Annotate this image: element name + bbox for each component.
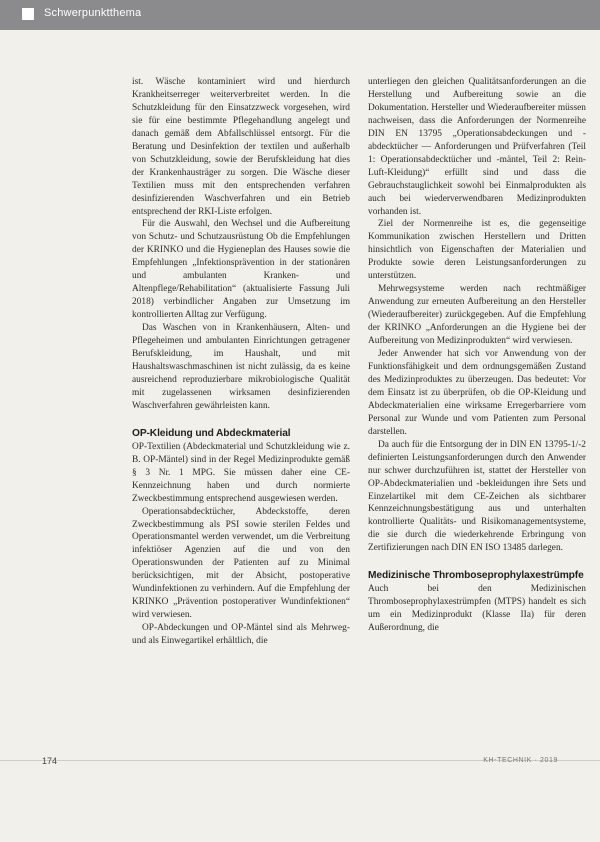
section-heading: OP-Kleidung und Abdeckmaterial [132, 427, 291, 439]
paragraph: OP-Abdeckungen und OP-Mäntel sind als Mehrweg- und als Einwegartikel erhältlich, die [132, 623, 350, 647]
left-column [132, 76, 350, 648]
paragraph: Ziel der Normenreihe ist es, die gegenseitige Kommunikation zwischen Herstellern und Dritten hinsichtlich von Eigenschaften der Materialien und Produkte sowie deren Leistungsanforderungen zu unterstützen. [368, 219, 586, 282]
paragraph: Das Waschen von in Krankenhäusern, Alten- und Pflegeheimen und ambulanten Einrichtungen getragener Berufskleidung, im Haushalt, und mit Haushaltswaschmaschinen ist nicht zulässig, da es keine ausreichend reproduzierbare mikrobiologische Qualität mit zugelassenen wirksamen desinfizierenden Waschverfahren gewährleisten kann. [132, 323, 350, 411]
paragraph: Mehrwegsysteme werden nach rechtmäßiger Anwendung zur erneuten Aufbereitung an den Hersteller (Wiederaufbereiter) zurückgegeben. Auf die Empfehlung der KRINKO „Anforderungen an die Hygiene bei der Aufbereitung von Medizinprodukten“ wird verwiesen. [368, 284, 586, 347]
paragraph: ist. Wäsche kontaminiert wird und hierdurch Krankheitserreger weiterverbreitet werden. In die Schutzkleidung für den Einsatzzweck vorgesehen, wird sie für eine bestimmte Pflegehandlung angelegt und danach gemäß dem Abfallschlüssel entsorgt. Für die Beratung und Desinfektion der textilen und außerhalb von Schutzkleidung, sowie der Berufskleidung hat dies der Krankenhausträger zu sorgen. Die Wäsche dieser Textilien muss mit den entsprechenden verfahren desinfizierenden Waschverfahren und ein Betrieb entsprechend der RKI-Liste erfolgen. [132, 77, 350, 217]
page-number: 174 [42, 756, 58, 766]
paragraph: Jeder Anwender hat sich vor Anwendung von der Funktionsfähigkeit und dem ordnungsgemäßen Zustand des Medizinproduktes zu überzeugen. Das bedeutet: Vor dem Einsatz ist zu überprüfen, ob die OP-Kleidung und Abdeckmaterialien eine wirksame Erregerbarriere vom Personal zur Wunde und vom Patienten zum Personal darstellen. [368, 349, 586, 437]
header-bar [0, 0, 600, 30]
paragraph: Für die Auswahl, den Wechsel und die Aufbereitung von Schutz- und Schutzausrüstung Ob die Empfehlungen der KRINKO und die Hygieneplan des Hauses sowie die Empfehlungen „Infektionsprävention in der stationären und ambulanten Kranken- und Altenpflege/Rehabilitation“ (aktualisierte Fassung Juli 2018) verbindlicher Angaben zur Umsetzung im kontrollierten Alltag zur Verfügung. [132, 219, 350, 321]
journal-footer: KH-TECHNIK · 2019 [483, 757, 558, 764]
paragraph: unterliegen den gleichen Qualitätsanforderungen an die Herstellung und Aufbereitung sowie an die Dokumentation. Hersteller und Wiederaufbereiter müssen nachweisen, dass die Anforderungen der Normenreihe DIN EN 13795 „Operationsabdeckungen und -abdecktücher — Anforderungen und Prüfverfahren (Teil 1: Operationsabdecktücher und -mäntel, Teil 2: Rein-Luft-Kleidung)“ erfüllt sind und dass die Gebrauchstauglichkeit sowohl bei Einmalprodukten als auch bei wiederverwendbaren Medizinprodukten vorhanden ist. [368, 77, 586, 217]
paragraph: Da auch für die Entsorgung der in DIN EN 13795-1/-2 definierten Leistungsanforderungen durch den Anwender nur schwer durchzuführen ist, stattet der Hersteller von OP-Abdeckmaterialien und -bekleidungen ihre Sets und Einzelartikel mit dem CE-Zeichen als sichtbarer Kennzeichnungsbestätigung aus und unterhalten kontrollierte Qualitäts- und Risikomanagementsysteme, die sie durch die wiederkehrende Erbringung von Zertifizierungen nach DIN EN ISO 13485 darlegen. [368, 439, 586, 554]
section-title: Schwerpunktthema [44, 7, 142, 19]
paragraph: Auch bei den Medizinischen Thromboseprophylaxestrümpfen (MTPS) handelt es sich um ein Medizinprodukt (Klasse IIa) für deren Außerordnung, die [368, 584, 586, 634]
paragraph: Operationsabdecktücher, Abdeckstoffe, deren Zweckbestimmung als PSI sowie sterilen Feldes und Operationsmantel werden verwendet, um die Verbreitung infektiöser Agenzien auf die und von den Operationswunden der Patienten auf zu Minimal berücksichtigen, mit der Absicht, postoperative Wundinfektionen zu verhindern. Auf die Empfehlung der KRINKO „Prävention postoperativer Wundinfektionen“ wird verwiesen. [132, 506, 350, 621]
section-heading: Medizinische Thromboseprophylaxestrümpfe [368, 570, 584, 582]
paragraph: OP-Textilien (Abdeckmaterial und Schutzkleidung wie z. B. OP-Mäntel) sind in der Regel Medizinprodukte gemäß § 3 Nr. 1 MPG. Sie müssen daher eine CE-Kennzeichnung haben und durch normierte Zweckbestimmung entsprechend ausgewiesen werden. [132, 441, 350, 504]
section-square-icon [22, 8, 34, 20]
right-column [368, 76, 586, 635]
